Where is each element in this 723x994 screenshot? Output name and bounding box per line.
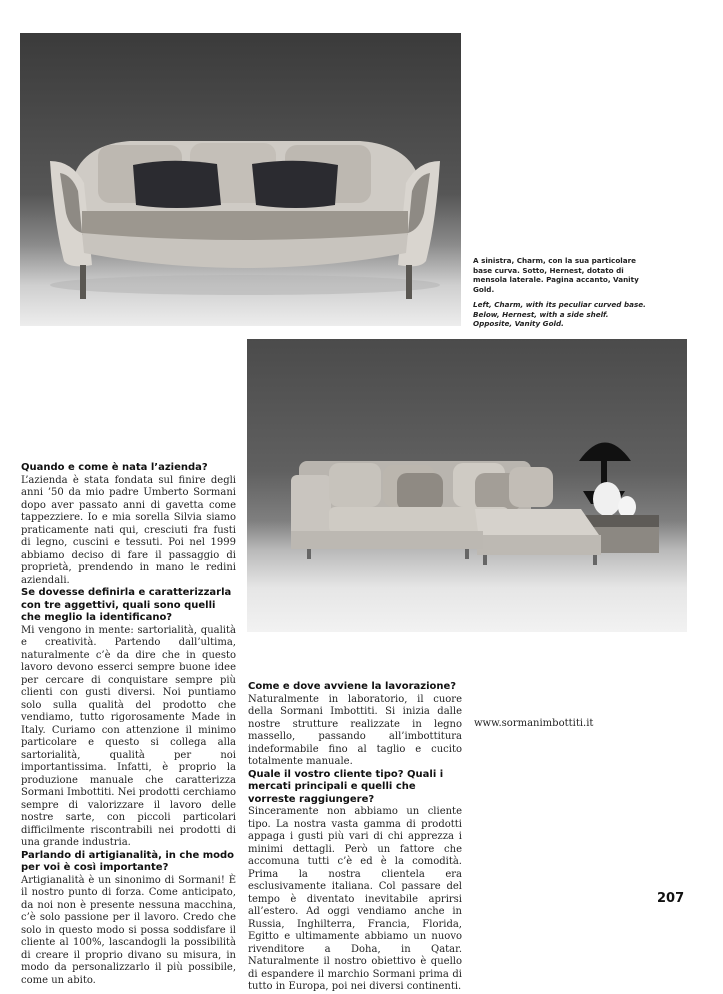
article-column-2 [248, 656, 462, 992]
question-clients: Quale il vostro cliente tipo? Quali i mercati principali e quelli che vorreste raggiungere? [248, 768, 444, 805]
answer-production: Naturalmente in laboratorio, il cuore della Sormani Imbottiti. Si inizia dalle nostre strutture realizzate in legno massello, passando all’imbottitura indeformabile fino al taglio e cucito totalmente manuale. [248, 693, 462, 767]
website-link[interactable]: www.sormanimbottiti.it [474, 718, 594, 729]
article-column-3 [474, 656, 688, 731]
question-craftsmanship: Parlando di artigianalità, in che modo per voi è così importante? [21, 849, 235, 873]
answer-adjectives: Mi vengono in mente: sartorialità, qualità e creatività. Partendo dall’ultima, naturalmente c’è da dire che in questo lavoro devono esserci sempre buone idee per cercare di conquistare sempre più clienti con gusti diversi. Noi puntiamo solo sulla qualità del prodotto che vendiamo, tutto rigorosamente Made in Italy. Curiamo con attenzione il minimo particolare e questo si collega alla sartorialità, qualità per noi importantissima. Infatti, è proprio la produzione manuale che caratterizza Sormani Imbottiti. Nei prodotti cerchiamo sempre di valorizzare il lavoro delle nostre sarte, con piccoli particolari difficilmente riscontrabili nei prodotti di una grande industria. [21, 624, 236, 848]
caption-english: Left, Charm, with its peculiar curved base. Below, Hernest, with a side shelf. Opposite, Vanity Gold. [473, 300, 646, 329]
charm-sofa-photo [20, 33, 461, 326]
page-number: 207 [657, 891, 685, 906]
question-founding: Quando e come è nata l’azienda? [21, 462, 208, 473]
hernest-sofa-illustration [247, 339, 687, 632]
hernest-sofa-photo [247, 339, 687, 632]
answer-craftsmanship: Artigianalità è un sinonimo di Sormani! È il nostro punto di forza. Come anticipato, da noi non è presente nessuna macchina, c’è solo passione per il lavoro. Credo che solo in questo modo si possa soddisfare il cliente al 100%, lascandogli la possibilità di creare il proprio divano su misura, in modo da personalizzarlo il più possibile, come un abito. [21, 874, 236, 986]
charm-sofa-illustration [20, 33, 461, 326]
article-column-1 [21, 462, 236, 986]
question-adjectives: Se dovesse definirla e caratterizzarla con tre aggettivi, quali sono quelli che meglio la identificano? [21, 587, 232, 623]
caption-italian: A sinistra, Charm, con la sua particolare base curva. Sotto, Hernest, dotato di mensola laterale. Pagina accanto, Vanity Gold. [473, 256, 639, 294]
answer-clients: Sinceramente non abbiamo un cliente tipo. La nostra vasta gamma di prodotti appaga i gusti più vari di chi apprezza i minimi dettagli. Però un fattore che accomuna tutti c’è ed è la comodità. Prima la nostra clientela era esclusivamente italiana. Col passare del tempo è diventato inevitabile aprirsi all’estero. Ad oggi vendiamo anche in Russia, Inghilterra, Francia, Florida, Egitto e ultimamente abbiamo un nuovo rivenditore a Doha, in Qatar. Naturalmente il nostro obiettivo è quello di espandere il marchio Sormani prima di tutto in Europa, poi nei diversi continenti. [248, 806, 462, 992]
question-production: Come e dove avviene la lavorazione? [248, 681, 457, 692]
answer-founding: L’azienda è stata fondata sul finire degli anni ’50 da mio padre Umberto Sormani dopo aver passato anni di gavetta come tappezziere. Io e mia sorella Silvia siamo praticamente nati qui, cresciuti fra fusti di legno, cuscini e tessuti. Poi nel 1999 abbiamo deciso di fare il passaggio di proprietà, prendendo in mano le redini aziendali. [21, 474, 236, 586]
